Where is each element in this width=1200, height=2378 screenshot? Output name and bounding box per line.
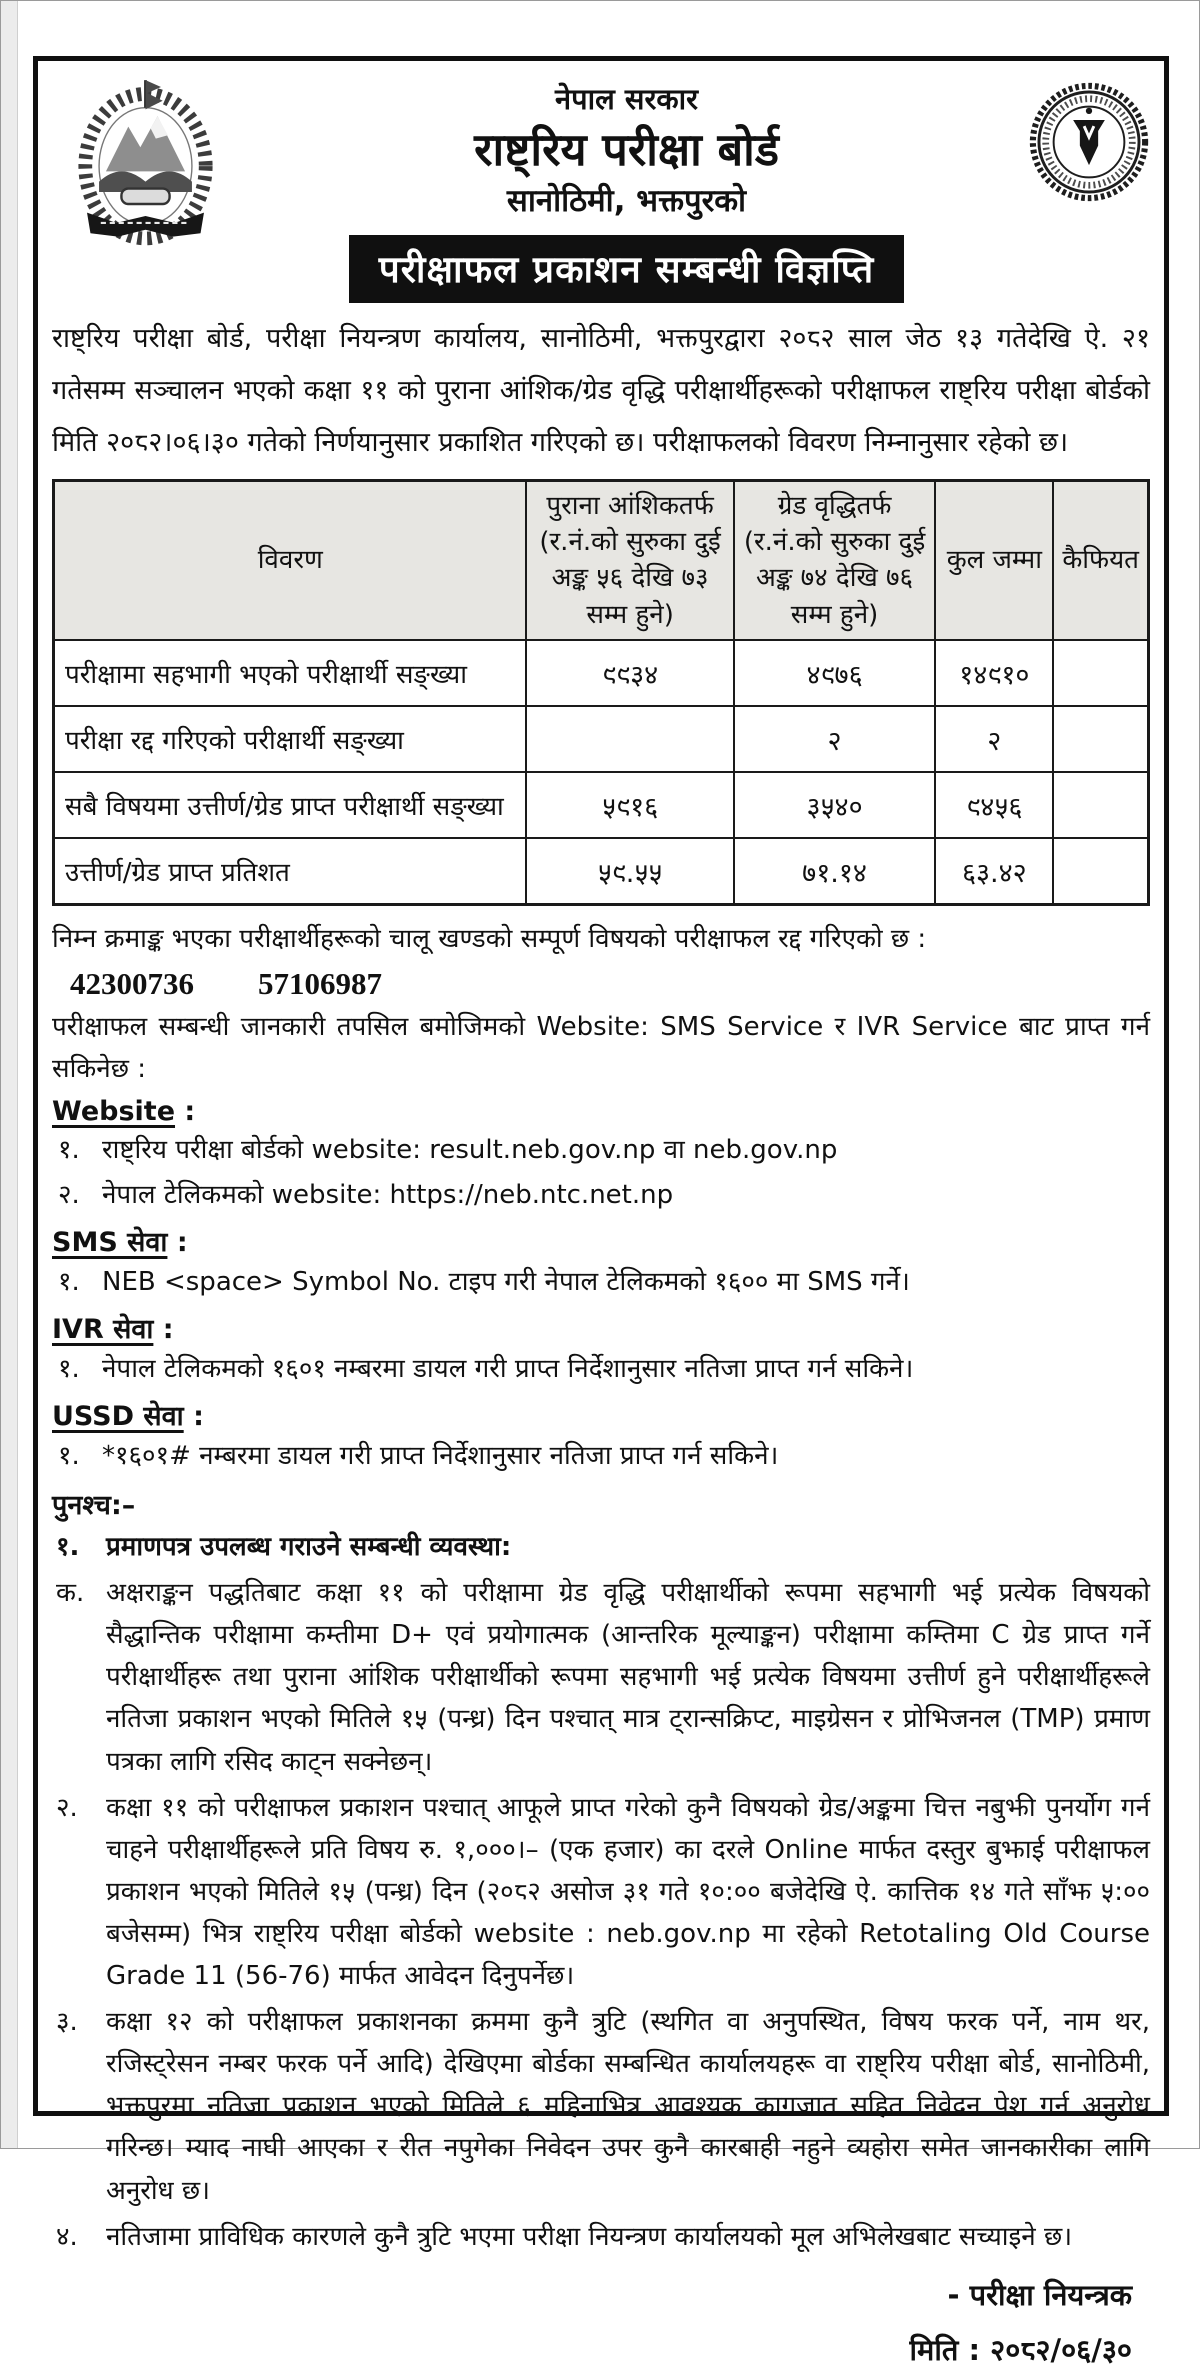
table-cell: ५९.५५ (526, 838, 733, 905)
cancelled-number: 57106987 (258, 966, 382, 1002)
table-header-row (54, 480, 1149, 640)
table-cell: ७१.१४ (734, 838, 936, 905)
postscript-note: २. कक्षा ११ को परीक्षाफल प्रकाशन पश्चात् आफूले प्राप्त गरेको कुनै विषयको ग्रेड/अङ्कमा चित्त नबुझी पुनर्योग गर्न चाहने परीक्षार्थीहरूले प्रति विषय रु. १,०००।– (एक हजार) का दरले Online मार्फत दस्तुर बुझाई परीक्षाफल प्रकाशन भएको मितिले १५ (पन्ध्र) दिन (२०८२ असोज ३१ गते १०:०० बजेदेखि ऐ. कात्तिक १४ गते साँझ ५:०० बजेसम्म) भित्र राष्ट्रिय परीक्षा बोर्डको website : neb.gov.np मा रहेको Retotaling Old Course Grade 11 (56-76) मार्फत आवेदन दिनुपर्नेछ। (56, 1792, 1150, 1992)
government-name: नेपाल सरकार (555, 82, 698, 116)
section-heading-ivr: IVR सेवा : (52, 1313, 174, 1345)
cancelled-results-heading: निम्न क्रमाङ्क भएका परीक्षार्थीहरूको चालू खण्डको सम्पूर्ण विषयको परीक्षाफल रद्द गरिएको छ : (52, 924, 927, 955)
table-cell: ९४५६ (935, 772, 1053, 838)
document-header (52, 75, 1150, 303)
table-cell: ३५४० (734, 772, 936, 838)
notice-border-box (34, 57, 1168, 2367)
col-header-remarks: कैफियत (1053, 480, 1148, 640)
table-cell: ९९३४ (526, 640, 733, 706)
table-row (54, 772, 1149, 838)
list-item: १. नेपाल टेलिकमको १६०१ नम्बरमा डायल गरी प्राप्त निर्देशानुसार नतिजा प्राप्त गर्न सकिने। (58, 1353, 914, 1384)
table-cell: २ (935, 706, 1053, 772)
list-item: १. NEB <space> Symbol No. टाइप गरी नेपाल टेलिकमको १६०० मा SMS गर्ने। (58, 1266, 910, 1297)
nepal-coat-of-arms-icon (58, 75, 233, 247)
notice-title-banner: परीक्षाफल प्रकाशन सम्बन्धी विज्ञप्ति (349, 235, 905, 303)
header-text-block (243, 75, 1010, 303)
table-cell: परीक्षामा सहभागी भएको परीक्षार्थी सङ्ख्या (54, 640, 527, 706)
board-name: राष्ट्रिय परीक्षा बोर्ड (474, 122, 779, 176)
neb-seal-logo (1010, 75, 1150, 203)
scan-edge-gutter (1, 1, 18, 2148)
table-row (54, 640, 1149, 706)
col-header-description: विवरण (54, 480, 527, 640)
table-cell: ६३.४२ (935, 838, 1053, 905)
table-cell (1053, 706, 1148, 772)
signature-block (52, 2268, 1132, 2378)
postscript-note: १. प्रमाणपत्र उपलब्ध गराउने सम्बन्धी व्यवस्था: (56, 1531, 512, 1562)
table-cell (526, 706, 733, 772)
table-cell: ५९१६ (526, 772, 733, 838)
table-row (54, 838, 1149, 905)
list-item: १. राष्ट्रिय परीक्षा बोर्डको website: result.neb.gov.np वा neb.gov.np (58, 1135, 838, 1166)
table-cell (1053, 838, 1148, 905)
board-address: सानोठिमी, भक्तपुरको (506, 183, 747, 220)
cancelled-number: 42300736 (70, 966, 194, 1002)
table-row (54, 706, 1149, 772)
cancelled-symbol-numbers (70, 966, 1150, 1002)
postscript-note: ४. नतिजामा प्राविधिक कारणले कुनै त्रुटि भएमा परीक्षा नियन्त्रण कार्यालयको मूल अभिलेखबाट सच्याइने छ। (56, 2221, 1073, 2252)
list-item: १. *१६०१# नम्बरमा डायल गरी प्राप्त निर्देशानुसार नतिजा प्राप्त गर्न सकिने। (58, 1440, 779, 1471)
nepal-government-emblem (52, 75, 243, 251)
intro-paragraph: राष्ट्रिय परीक्षा बोर्ड, परीक्षा नियन्त्रण कार्यालय, सानोठिमी, भक्तपुरद्वारा २०८२ साल जेठ १३ गतेदेखि ऐ. २१ गतेसम्म सञ्चालन भएको कक्षा ११ को पुराना आंशिक/ग्रेड वृद्धि परीक्षार्थीहरूको परीक्षाफल राष्ट्रिय परीक्षा बोर्डको मिति २०८२।०६।३० गतेको निर्णयानुसार प्रकाशित गरिएको छ। परीक्षाफलको विवरण निम्नानुसार रहेको छ। (52, 323, 1150, 458)
section-heading-ussd: USSD सेवा : (52, 1400, 204, 1432)
section-heading-website: Website : (52, 1096, 196, 1128)
table-cell: २ (734, 706, 936, 772)
results-table (52, 479, 1150, 907)
col-header-grade-increment: ग्रेड वृद्धितर्फ (र.नं.को सुरुका दुई अङ्क ७४ देखि ७६ सम्म हुने) (734, 480, 936, 640)
postscript-note: क. अक्षराङ्कन पद्धतिबाट कक्षा ११ को परीक्षामा ग्रेड वृद्धि परीक्षार्थीको रूपमा सहभागी भई प्रत्येक विषयको सैद्धान्तिक परीक्षामा कम्तीमा D+ एवं प्रयोगात्मक (आन्तरिक मूल्याङ्कन) परीक्षामा कम्तिमा C ग्रेड प्राप्त गर्ने परीक्षार्थीहरू तथा पुराना आंशिक परीक्षार्थीको रूपमा सहभागी भई प्रत्येक विषयमा उत्तीर्ण हुने परीक्षार्थीहरूले नतिजा प्रकाशन भएको मितिले १५ (पन्ध्र) दिन पश्चात् मात्र ट्रान्सक्रिप्ट, माइग्रेसन र प्रोभिजनल (TMP) प्रमाण पत्रका लागि रसिद काट्न सक्नेछन्। (56, 1578, 1150, 1777)
result-access-info: परीक्षाफल सम्बन्धी जानकारी तपसिल बमोजिमको Website: SMS Service र IVR Service बाट प्राप्त गर्न सकिनेछ : (52, 1012, 1150, 1085)
col-header-total: कुल जम्मा (935, 480, 1053, 640)
list-item: २. नेपाल टेलिकमको website: https://neb.ntc.net.np (58, 1179, 674, 1210)
table-cell: परीक्षा रद्द गरिएको परीक्षार्थी सङ्ख्या (54, 706, 527, 772)
section-heading-sms: SMS सेवा : (52, 1226, 188, 1258)
table-cell: सबै विषयमा उत्तीर्ण/ग्रेड प्राप्त परीक्षार्थी सङ्ख्या (54, 772, 527, 838)
table-cell (1053, 640, 1148, 706)
table-cell: उत्तीर्ण/ग्रेड प्राप्त प्रतिशत (54, 838, 527, 905)
col-header-old-partial: पुराना आंशिकतर्फ (र.नं.को सुरुका दुई अङ्क ५६ देखि ७३ सम्म हुने) (526, 480, 733, 640)
signatory-title: - परीक्षा नियन्त्रक (947, 2277, 1132, 2312)
table-cell: १४९१० (935, 640, 1053, 706)
table-cell (1053, 772, 1148, 838)
postscript-heading: पुनश्च:– (52, 1489, 136, 1521)
neb-seal-icon (1028, 81, 1150, 203)
notice-date: मिति : २०८२/०६/३० (909, 2332, 1132, 2367)
table-cell: ४९७६ (734, 640, 936, 706)
postscript-note: ३. कक्षा १२ को परीक्षाफल प्रकाशनका क्रममा कुनै त्रुटि (स्थगित वा अनुपस्थित, विषय फरक पर्ने, नाम थर, रजिस्ट्रेसन नम्बर फरक पर्ने आदि) देखिएमा बोर्डका सम्बन्धित कार्यालयहरू वा राष्ट्रिय परीक्षा बोर्ड, सानोठिमी, भक्तपुरमा नतिजा प्रकाशन भएको मितिले ६ महिनाभित्र आवश्यक कागजात सहित निवेदन पेश गर्न अनुरोध गरिन्छ। म्याद नाघी आएका र रीत नपुगेका निवेदन उपर कुनै कारबाही नहुने व्यहोरा समेत जानकारीका लागि अनुरोध छ। (56, 2007, 1150, 2206)
